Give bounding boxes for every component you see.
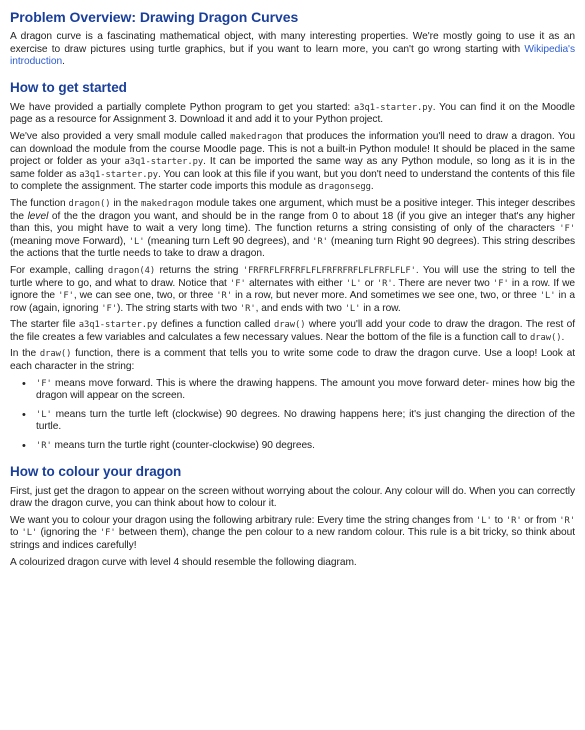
started-paragraph-2: [10, 131, 575, 194]
text-span: means move forward. This is where the drawing happens. The amount you move forward deter- mines how big the dragon will appear on the screen.: [36, 377, 575, 402]
char-code: 'R': [216, 291, 233, 302]
filename-code: a3q1-starter.py: [79, 169, 158, 180]
text-span: to: [491, 514, 506, 526]
list-item: [22, 377, 575, 403]
text-span: ). The string starts with two: [117, 302, 240, 314]
function-code: draw(): [39, 349, 72, 360]
char-code: 'R': [36, 441, 52, 452]
text-span: We've also provided a very small module called: [10, 130, 231, 142]
list-item: [22, 440, 575, 453]
function-code: dragon(4): [107, 265, 156, 276]
text-span: that produces the information you'll need to draw a dragon. You can download the module from the course Moodle page. This is not a built-in Python module! It should be placed in the same project or folder as your: [10, 130, 575, 168]
char-code: 'L': [539, 291, 556, 302]
text-span: . You will use the string to tell the turtle where to go, and what to draw. Notice that: [10, 264, 575, 289]
text-span: in a row.: [360, 302, 401, 314]
text-span: in a row. If we ignore the: [10, 277, 575, 302]
getting-started-heading: How to get started: [10, 79, 127, 95]
colour-heading: How to colour your dragon: [10, 463, 182, 479]
char-code: 'R': [505, 515, 522, 526]
overview-paragraph: [10, 31, 575, 69]
text-span: of the the dragon you want, and should be in the range from 0 to about 18 (if you give an integer that's any higher than this, you might have to wait a very long time). The function returns a string consisting of only of the characters: [10, 210, 576, 235]
text-span: We have provided a partially complete Python program to get you started:: [10, 101, 354, 113]
char-code: 'F': [99, 528, 116, 539]
colour-paragraph-3: A colourized dragon curve with level 4 should resemble the following diagram.: [10, 556, 357, 568]
char-code: 'L': [128, 236, 145, 247]
text-span: , we can see one, two, or three: [73, 290, 217, 302]
char-code: 'L': [344, 303, 361, 314]
text-span: or: [361, 277, 377, 289]
function-code: draw(): [529, 332, 562, 343]
bullet-icon: •: [22, 440, 26, 453]
char-code: 'R': [312, 236, 328, 247]
function-code: draw(): [273, 320, 306, 331]
char-code: 'L': [345, 278, 362, 289]
text-span: defines a function called: [157, 319, 274, 331]
char-code: 'R': [559, 515, 575, 526]
started-paragraph-6: [10, 348, 575, 373]
text-span: The starter file: [10, 319, 79, 331]
text-span: in a row, but never more. And sometimes we see one, two, or three: [232, 290, 540, 302]
text-span: function, there is a comment that tells you to write some code to draw the dragon curve. Use a loop! Look at each character in the string:: [10, 348, 575, 373]
text-span: .: [62, 56, 65, 68]
started-paragraph-4: [10, 265, 575, 315]
char-code: 'L': [476, 515, 492, 526]
started-paragraph-3: [10, 198, 575, 261]
text-span: .: [370, 181, 374, 193]
char-code: 'F': [492, 278, 509, 289]
text-span: in the: [110, 197, 141, 209]
char-code: 'F': [230, 278, 246, 289]
text-span: For example, calling: [10, 264, 108, 276]
text-span: alternates with either: [245, 277, 346, 289]
text-span: means turn the turtle right (counter-clockwise) 90 degrees.: [51, 440, 315, 452]
text-span: module takes one argument, which must be a positive integer. This integer describes the: [10, 197, 575, 222]
text-span: where you'll add your code to draw the dragon. The rest of the file creates a few variables and calculates a few necessary values. Near the bottom of the file is a function call to: [10, 319, 575, 343]
filename-code: a3q1-starter.py: [354, 102, 433, 113]
char-code: 'F': [101, 303, 118, 314]
character-list: [10, 378, 575, 453]
char-code: 'F': [559, 224, 575, 235]
text-span: or from: [521, 514, 560, 526]
text-span: returns the string: [155, 264, 243, 276]
text-span: In the: [10, 348, 40, 360]
text-span: . You can look at this file if you want, but you don't need to understand the contents of this file to complete the assignment. The starter code imports this module as: [10, 168, 575, 193]
started-paragraph-1: [10, 102, 575, 127]
text-span: A dragon curve is a fascinating mathematical object, with many interesting properties. We're mostly going to use it as an exercise to draw pictures using turtle graphics, but if you want to learn more, you can't go wrong starting with: [10, 31, 575, 55]
text-span: means turn the turtle left (clockwise) 90 degrees. No drawing happens here; it's just changing the direction of the turtle.: [36, 408, 575, 433]
text-span: to: [10, 527, 22, 539]
started-paragraph-5: [10, 319, 575, 344]
module-code: makedragon: [140, 198, 194, 209]
filename-code: a3q1-starter.py: [124, 157, 204, 168]
text-span: We want you to colour your dragon using the following arbitrary rule: Every time the string changes from: [10, 514, 477, 526]
module-alias-code: dragonsegg: [318, 182, 371, 193]
text-span: in a row (again, ignoring: [10, 290, 576, 314]
char-code: 'F': [36, 378, 52, 389]
filename-code: a3q1-starter.py: [78, 320, 158, 331]
char-code: 'L': [21, 528, 38, 539]
char-code: 'R': [239, 303, 256, 314]
text-span: (ignoring the: [37, 527, 100, 539]
text-span: (meaning move Forward),: [10, 235, 129, 247]
text-span: (meaning turn Left 90 degrees), and: [144, 235, 313, 247]
function-code: dragon(): [68, 198, 111, 209]
colour-paragraph-1: First, just get the dragon to appear on the screen without worrying about the colour. Any colour will do. When you can correctly draw the dragon curve, you can think about how to colour it.: [10, 485, 575, 510]
char-code: 'R': [376, 278, 393, 289]
text-span: . You can find it on the Moodle page as a resource for Assignment 3. Download it and add it to your Python project.: [10, 101, 575, 126]
overview-heading: Problem Overview: Drawing Dragon Curves: [10, 9, 299, 25]
dragon-string-code: 'FRFRFLFRFRFLFLFRFRFRFLFLFRFLFLF': [242, 265, 416, 276]
char-code: 'L': [36, 409, 52, 420]
text-span: . It can be imported the same way as any Python module, so long as it is in the same folder as: [10, 156, 575, 180]
list-item: [22, 408, 575, 434]
wikipedia-link[interactable]: Wikipedia's introduction: [10, 43, 575, 68]
module-code: makedragon: [230, 131, 283, 142]
text-span: .: [561, 331, 565, 343]
colour-paragraph-2: [10, 515, 575, 553]
text-span: The function: [10, 197, 69, 209]
char-code: 'F': [58, 291, 74, 302]
text-span: , and ends with two: [255, 302, 345, 314]
text-span: (meaning turn Right 90 degrees). This string describes the actions that the turtle needs to take to draw a dragon.: [10, 235, 575, 260]
bullet-icon: •: [22, 408, 26, 421]
text-span: . There are never two: [392, 277, 493, 289]
emphasis-level: level: [27, 210, 49, 222]
bullet-icon: •: [22, 377, 26, 390]
text-span: between them), change the pen colour to a new random colour. This rule is a bit tricky, so think about strings and indices carefully!: [10, 527, 575, 551]
